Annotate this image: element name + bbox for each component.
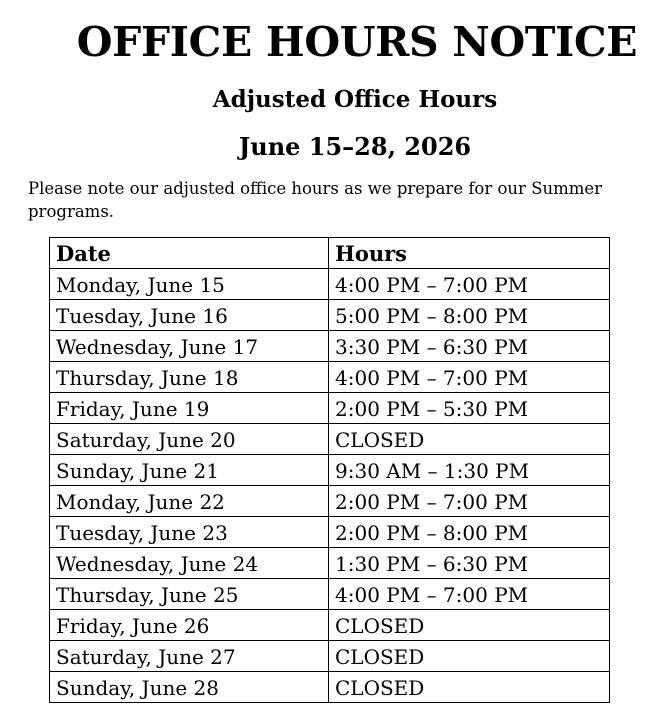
date-cell: Saturday, June 20 <box>50 424 329 455</box>
hours-column-header: Hours <box>329 238 610 269</box>
date-cell: Friday, June 19 <box>50 393 329 424</box>
hours-cell: CLOSED <box>329 610 610 641</box>
date-cell: Friday, June 26 <box>50 610 329 641</box>
hours-cell: 1:30 PM – 6:30 PM <box>329 548 610 579</box>
table-row <box>50 579 610 610</box>
table-header-row <box>50 238 610 269</box>
hours-cell: CLOSED <box>329 672 610 703</box>
date-cell: Tuesday, June 23 <box>50 517 329 548</box>
table-row <box>50 517 610 548</box>
office-hours-table <box>49 237 610 703</box>
table-row <box>50 269 610 300</box>
date-cell: Thursday, June 18 <box>50 362 329 393</box>
hours-cell: 3:30 PM – 6:30 PM <box>329 331 610 362</box>
hours-cell: 4:00 PM – 7:00 PM <box>329 269 610 300</box>
page-title: OFFICE HOURS NOTICE <box>76 18 638 66</box>
table-row <box>50 393 610 424</box>
date-range: June 15–28, 2026 <box>238 132 472 161</box>
table-row <box>50 362 610 393</box>
hours-cell: 4:00 PM – 7:00 PM <box>329 362 610 393</box>
table-row <box>50 300 610 331</box>
table-row <box>50 486 610 517</box>
hours-cell: 2:00 PM – 5:30 PM <box>329 393 610 424</box>
page-subtitle: Adjusted Office Hours <box>212 86 498 113</box>
table-row <box>50 641 610 672</box>
date-cell: Wednesday, June 17 <box>50 331 329 362</box>
hours-cell: CLOSED <box>329 641 610 672</box>
table-row <box>50 455 610 486</box>
date-cell: Monday, June 22 <box>50 486 329 517</box>
table-row <box>50 610 610 641</box>
intro-paragraph: Please note our adjusted office hours as we prepare for our Summer programs. <box>28 179 603 221</box>
date-cell: Monday, June 15 <box>50 269 329 300</box>
hours-cell: 4:00 PM – 7:00 PM <box>329 579 610 610</box>
table-row <box>50 331 610 362</box>
hours-cell: CLOSED <box>329 424 610 455</box>
table-row <box>50 548 610 579</box>
date-cell: Sunday, June 28 <box>50 672 329 703</box>
table-row <box>50 672 610 703</box>
date-cell: Saturday, June 27 <box>50 641 329 672</box>
table-row <box>50 424 610 455</box>
hours-cell: 5:00 PM – 8:00 PM <box>329 300 610 331</box>
hours-cell: 9:30 AM – 1:30 PM <box>329 455 610 486</box>
hours-cell: 2:00 PM – 8:00 PM <box>329 517 610 548</box>
date-cell: Sunday, June 21 <box>50 455 329 486</box>
date-cell: Wednesday, June 24 <box>50 548 329 579</box>
date-cell: Tuesday, June 16 <box>50 300 329 331</box>
hours-cell: 2:00 PM – 7:00 PM <box>329 486 610 517</box>
date-column-header: Date <box>50 238 329 269</box>
date-cell: Thursday, June 25 <box>50 579 329 610</box>
